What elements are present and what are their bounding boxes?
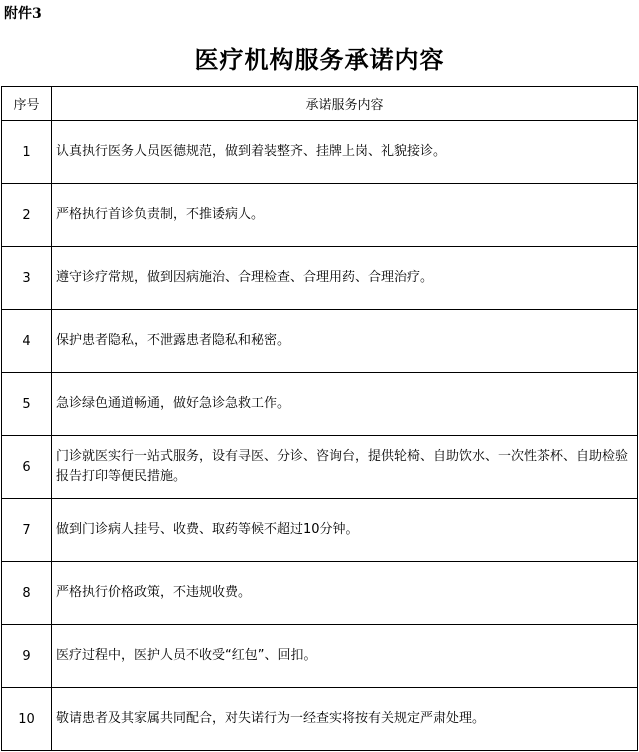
row-number: 8 <box>2 562 52 625</box>
row-text: 门诊就医实行一站式服务，设有寻医、分诊、咨询台，提供轮椅、自助饮水、一次性茶杯、自助检验报告打印等便民措施。 <box>52 436 638 499</box>
row-number: 5 <box>2 373 52 436</box>
row-text: 遵守诊疗常规，做到因病施治、合理检查、合理用药、合理治疗。 <box>52 247 638 310</box>
attachment-label: 附件3 <box>4 6 42 22</box>
row-text: 认真执行医务人员医德规范，做到着装整齐、挂牌上岗、礼貌接诊。 <box>52 121 638 184</box>
table-row <box>2 436 638 499</box>
commitment-table <box>1 86 638 751</box>
row-number: 9 <box>2 625 52 688</box>
row-text: 保护患者隐私，不泄露患者隐私和秘密。 <box>52 310 638 373</box>
row-number: 1 <box>2 121 52 184</box>
table-row <box>2 184 638 247</box>
row-number: 3 <box>2 247 52 310</box>
table-row <box>2 688 638 751</box>
row-number: 7 <box>2 499 52 562</box>
row-text: 严格执行价格政策，不违规收费。 <box>52 562 638 625</box>
row-number: 2 <box>2 184 52 247</box>
table-row <box>2 247 638 310</box>
row-number: 10 <box>2 688 52 751</box>
table-row <box>2 373 638 436</box>
row-text: 医疗过程中，医护人员不收受“红包”、回扣。 <box>52 625 638 688</box>
header-number: 序号 <box>2 87 52 121</box>
table-row <box>2 310 638 373</box>
row-text: 做到门诊病人挂号、收费、取药等候不超过10分钟。 <box>52 499 638 562</box>
table-header-row <box>2 87 638 121</box>
table-row <box>2 121 638 184</box>
row-number: 6 <box>2 436 52 499</box>
row-text: 敬请患者及其家属共同配合，对失诺行为一经查实将按有关规定严肃处理。 <box>52 688 638 751</box>
row-text: 急诊绿色通道畅通，做好急诊急救工作。 <box>52 373 638 436</box>
row-number: 4 <box>2 310 52 373</box>
row-text: 严格执行首诊负责制，不推诿病人。 <box>52 184 638 247</box>
table-row <box>2 625 638 688</box>
table-row <box>2 499 638 562</box>
table-row <box>2 562 638 625</box>
header-content: 承诺服务内容 <box>52 87 638 121</box>
page-title: 医疗机构服务承诺内容 <box>194 45 445 74</box>
